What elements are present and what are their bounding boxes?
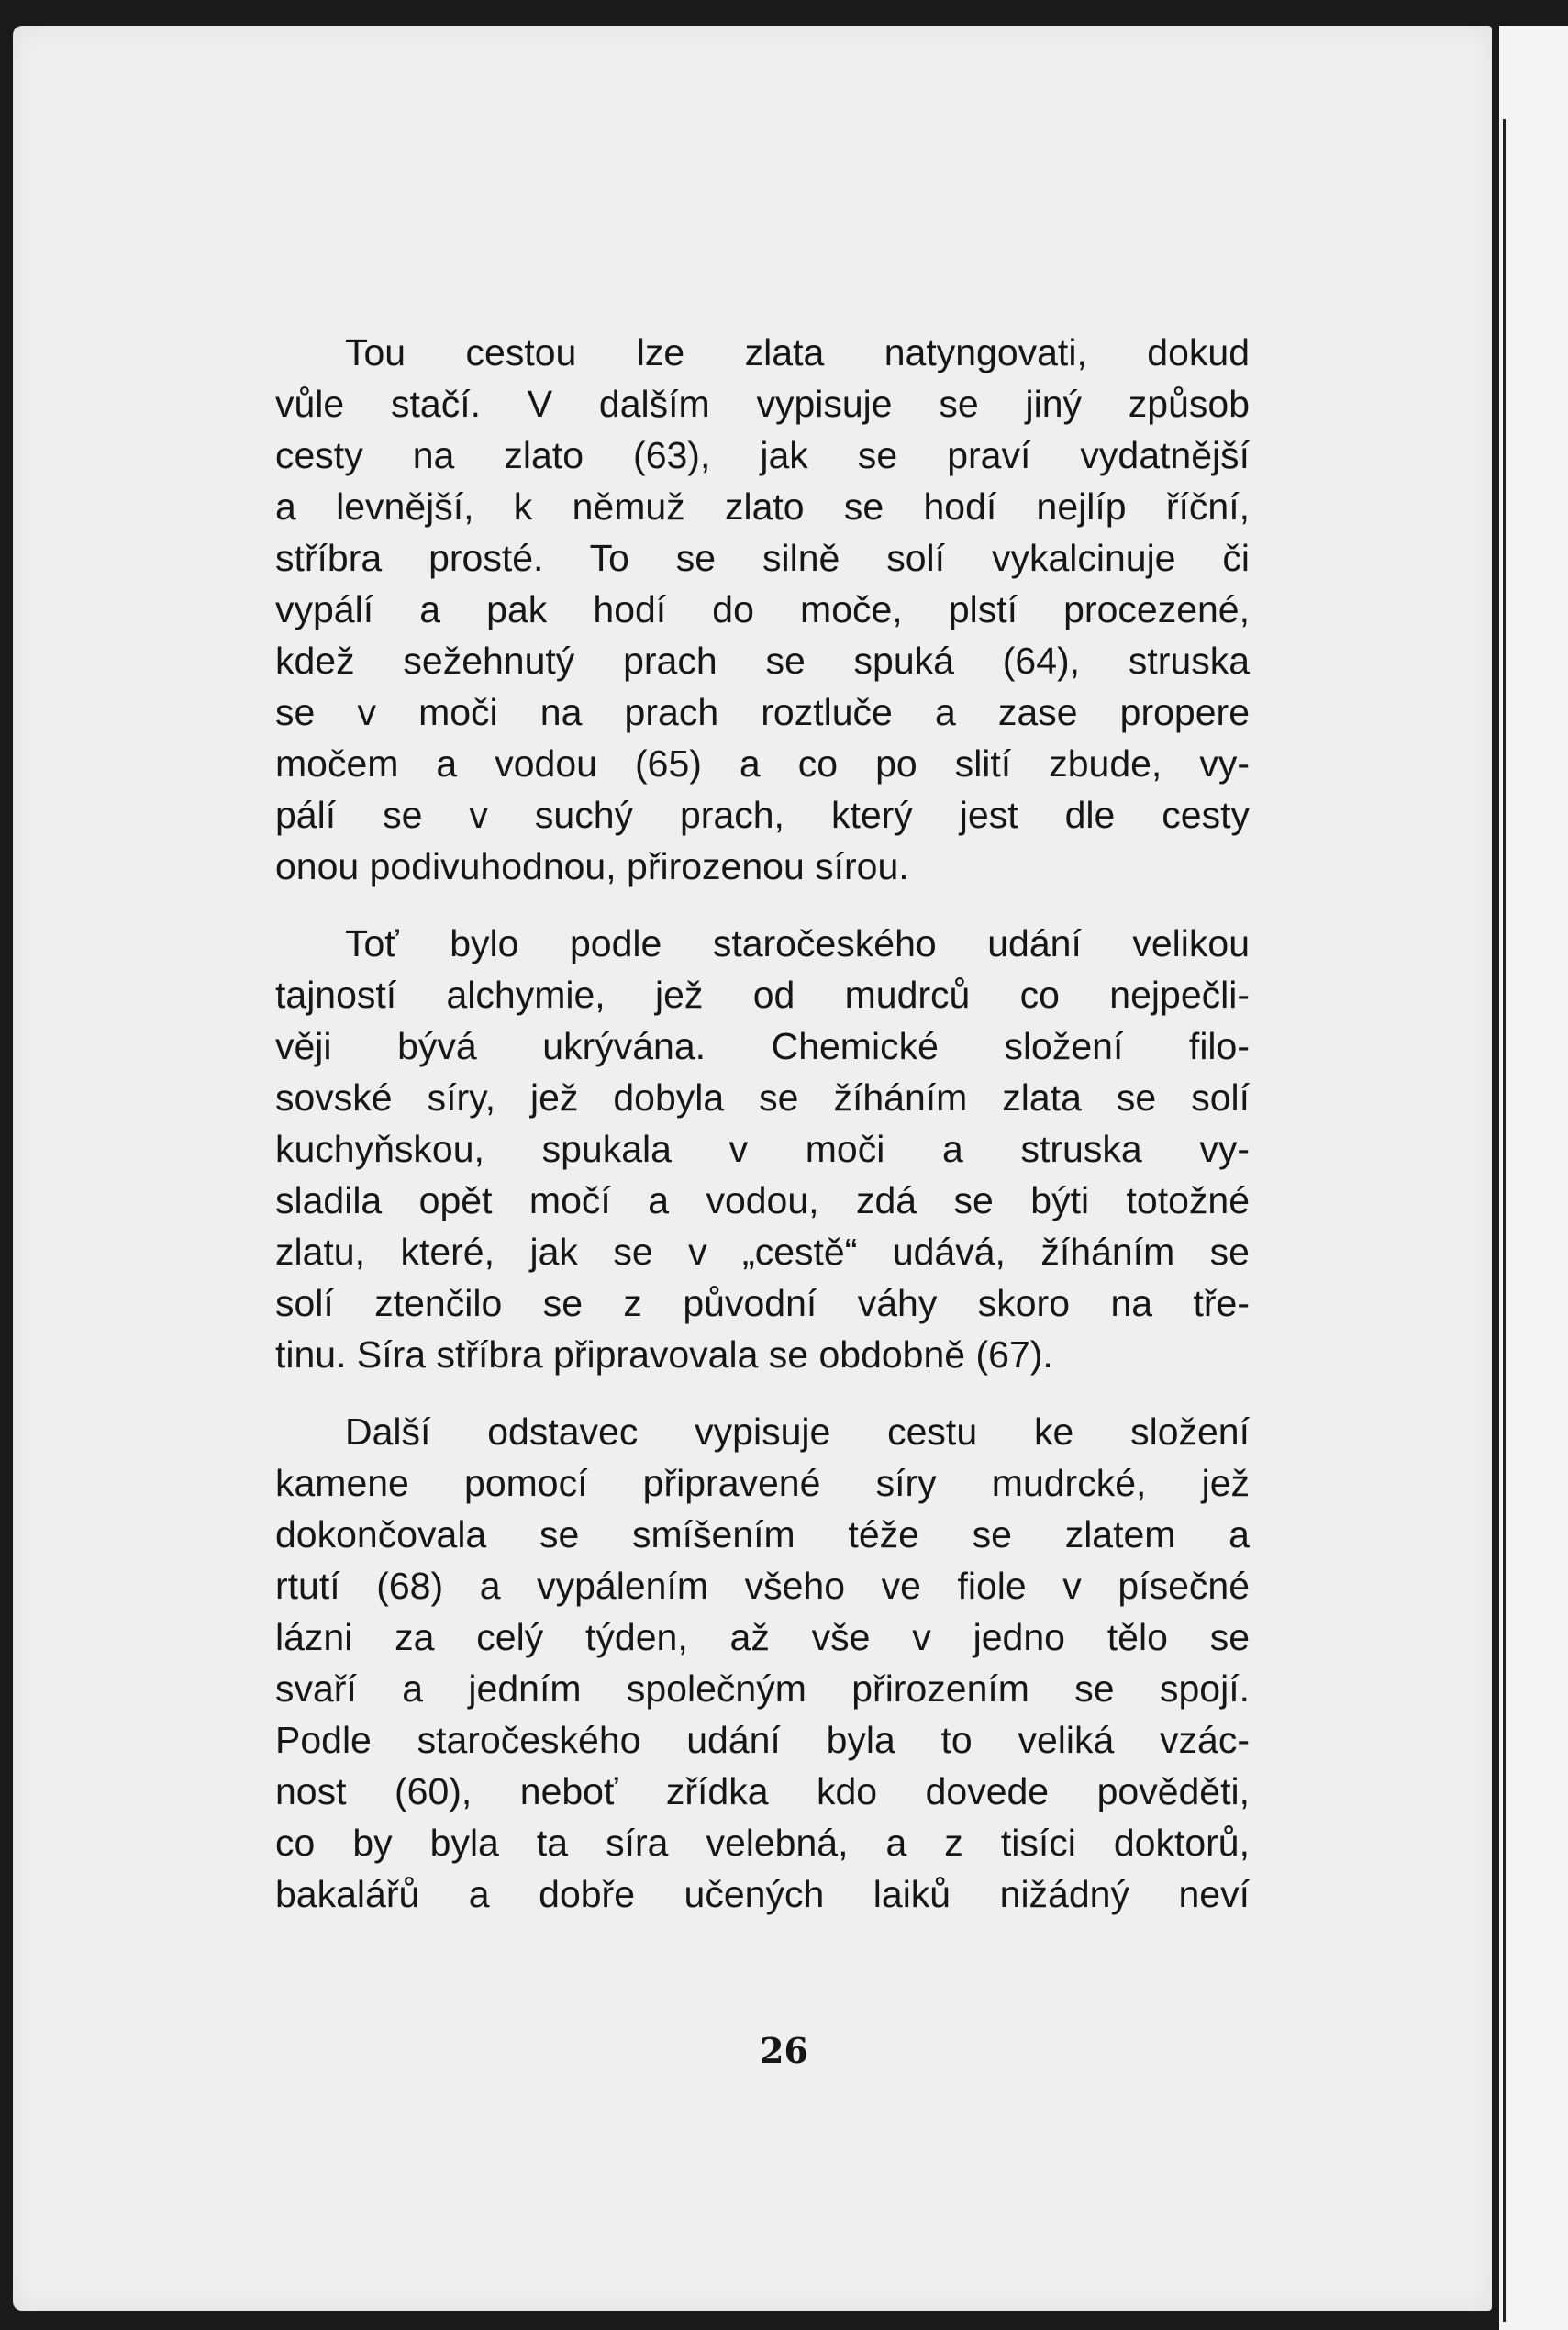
page-number: 26 [760,2030,808,2071]
text-line: kamene pomocí připravené síry mudrcké, jež [275,1462,1250,1504]
text-line: se v moči na prach roztluče a zase propere [275,691,1250,733]
paragraph-2 [275,918,1250,1380]
paragraph-gap [275,1380,1250,1406]
text-line: solí ztenčilo se z původní váhy skoro na tře- [275,1282,1250,1324]
text-line: stříbra prosté. To se silně solí vykalcinuje či [275,537,1250,579]
adjacent-page-edge [1499,26,1568,2330]
body-text [275,327,1250,1920]
page-binding-edge [1503,119,1506,2322]
text-line: vůle stačí. V dalším vypisuje se jiný způsob [275,383,1250,425]
text-line: nost (60), neboť zřídka kdo dovede pověděti, [275,1770,1250,1812]
text-line: Podle staročeského udání byla to veliká vzác- [275,1719,1250,1761]
text-line: sladila opět močí a vodou, zdá se býti totožné [275,1179,1250,1221]
text-line: onou podivuhodnou, přirozenou sírou. [275,845,909,887]
text-line: vypálí a pak hodí do moče, plstí procezené, [275,588,1250,630]
text-line: rtutí (68) a vypálením všeho ve fiole v písečné [275,1565,1250,1607]
text-line: a levnější, k němuž zlato se hodí nejlíp říční, [275,485,1250,528]
text-line: cesty na zlato (63), jak se praví vydatnější [275,434,1250,476]
text-line: dokončovala se smíšením téže se zlatem a [275,1513,1250,1555]
paragraph-1 [275,327,1250,892]
text-line: věji bývá ukrývána. Chemické složení filo- [275,1025,1250,1067]
text-line: pálí se v suchý prach, který jest dle cesty [275,794,1250,836]
text-line: močem a vodou (65) a co po slití zbude, vy- [275,742,1250,785]
text-line: tinu. Síra stříbra připravovala se obdobně (67). [275,1333,1053,1376]
text-line: Další odstavec vypisuje cestu ke složení [345,1410,1250,1453]
text-line: co by byla ta síra velebná, a z tisíci doktorů, [275,1822,1250,1864]
text-line: lázni za celý týden, až vše v jedno tělo se [275,1616,1250,1658]
text-line: svaří a jedním společným přirozením se spojí. [275,1667,1250,1710]
paragraph-gap [275,892,1250,918]
text-line: bakalářů a dobře učených laiků nižádný neví [275,1873,1250,1915]
text-line: kdež sežehnutý prach se spuká (64), struska [275,640,1250,682]
text-line: tajností alchymie, jež od mudrců co nejpečli- [275,974,1250,1016]
text-line: Tou cestou lze zlata natyngovati, dokud [345,331,1250,373]
paragraph-3 [275,1406,1250,1920]
text-line: sovské síry, jež dobyla se žíháním zlata se solí [275,1076,1250,1119]
text-line: zlatu, které, jak se v „cestě“ udává, žíháním se [275,1231,1250,1273]
text-line: kuchyňskou, spukala v moči a struska vy- [275,1128,1250,1170]
text-line: Toť bylo podle staročeského udání velikou [345,922,1250,964]
